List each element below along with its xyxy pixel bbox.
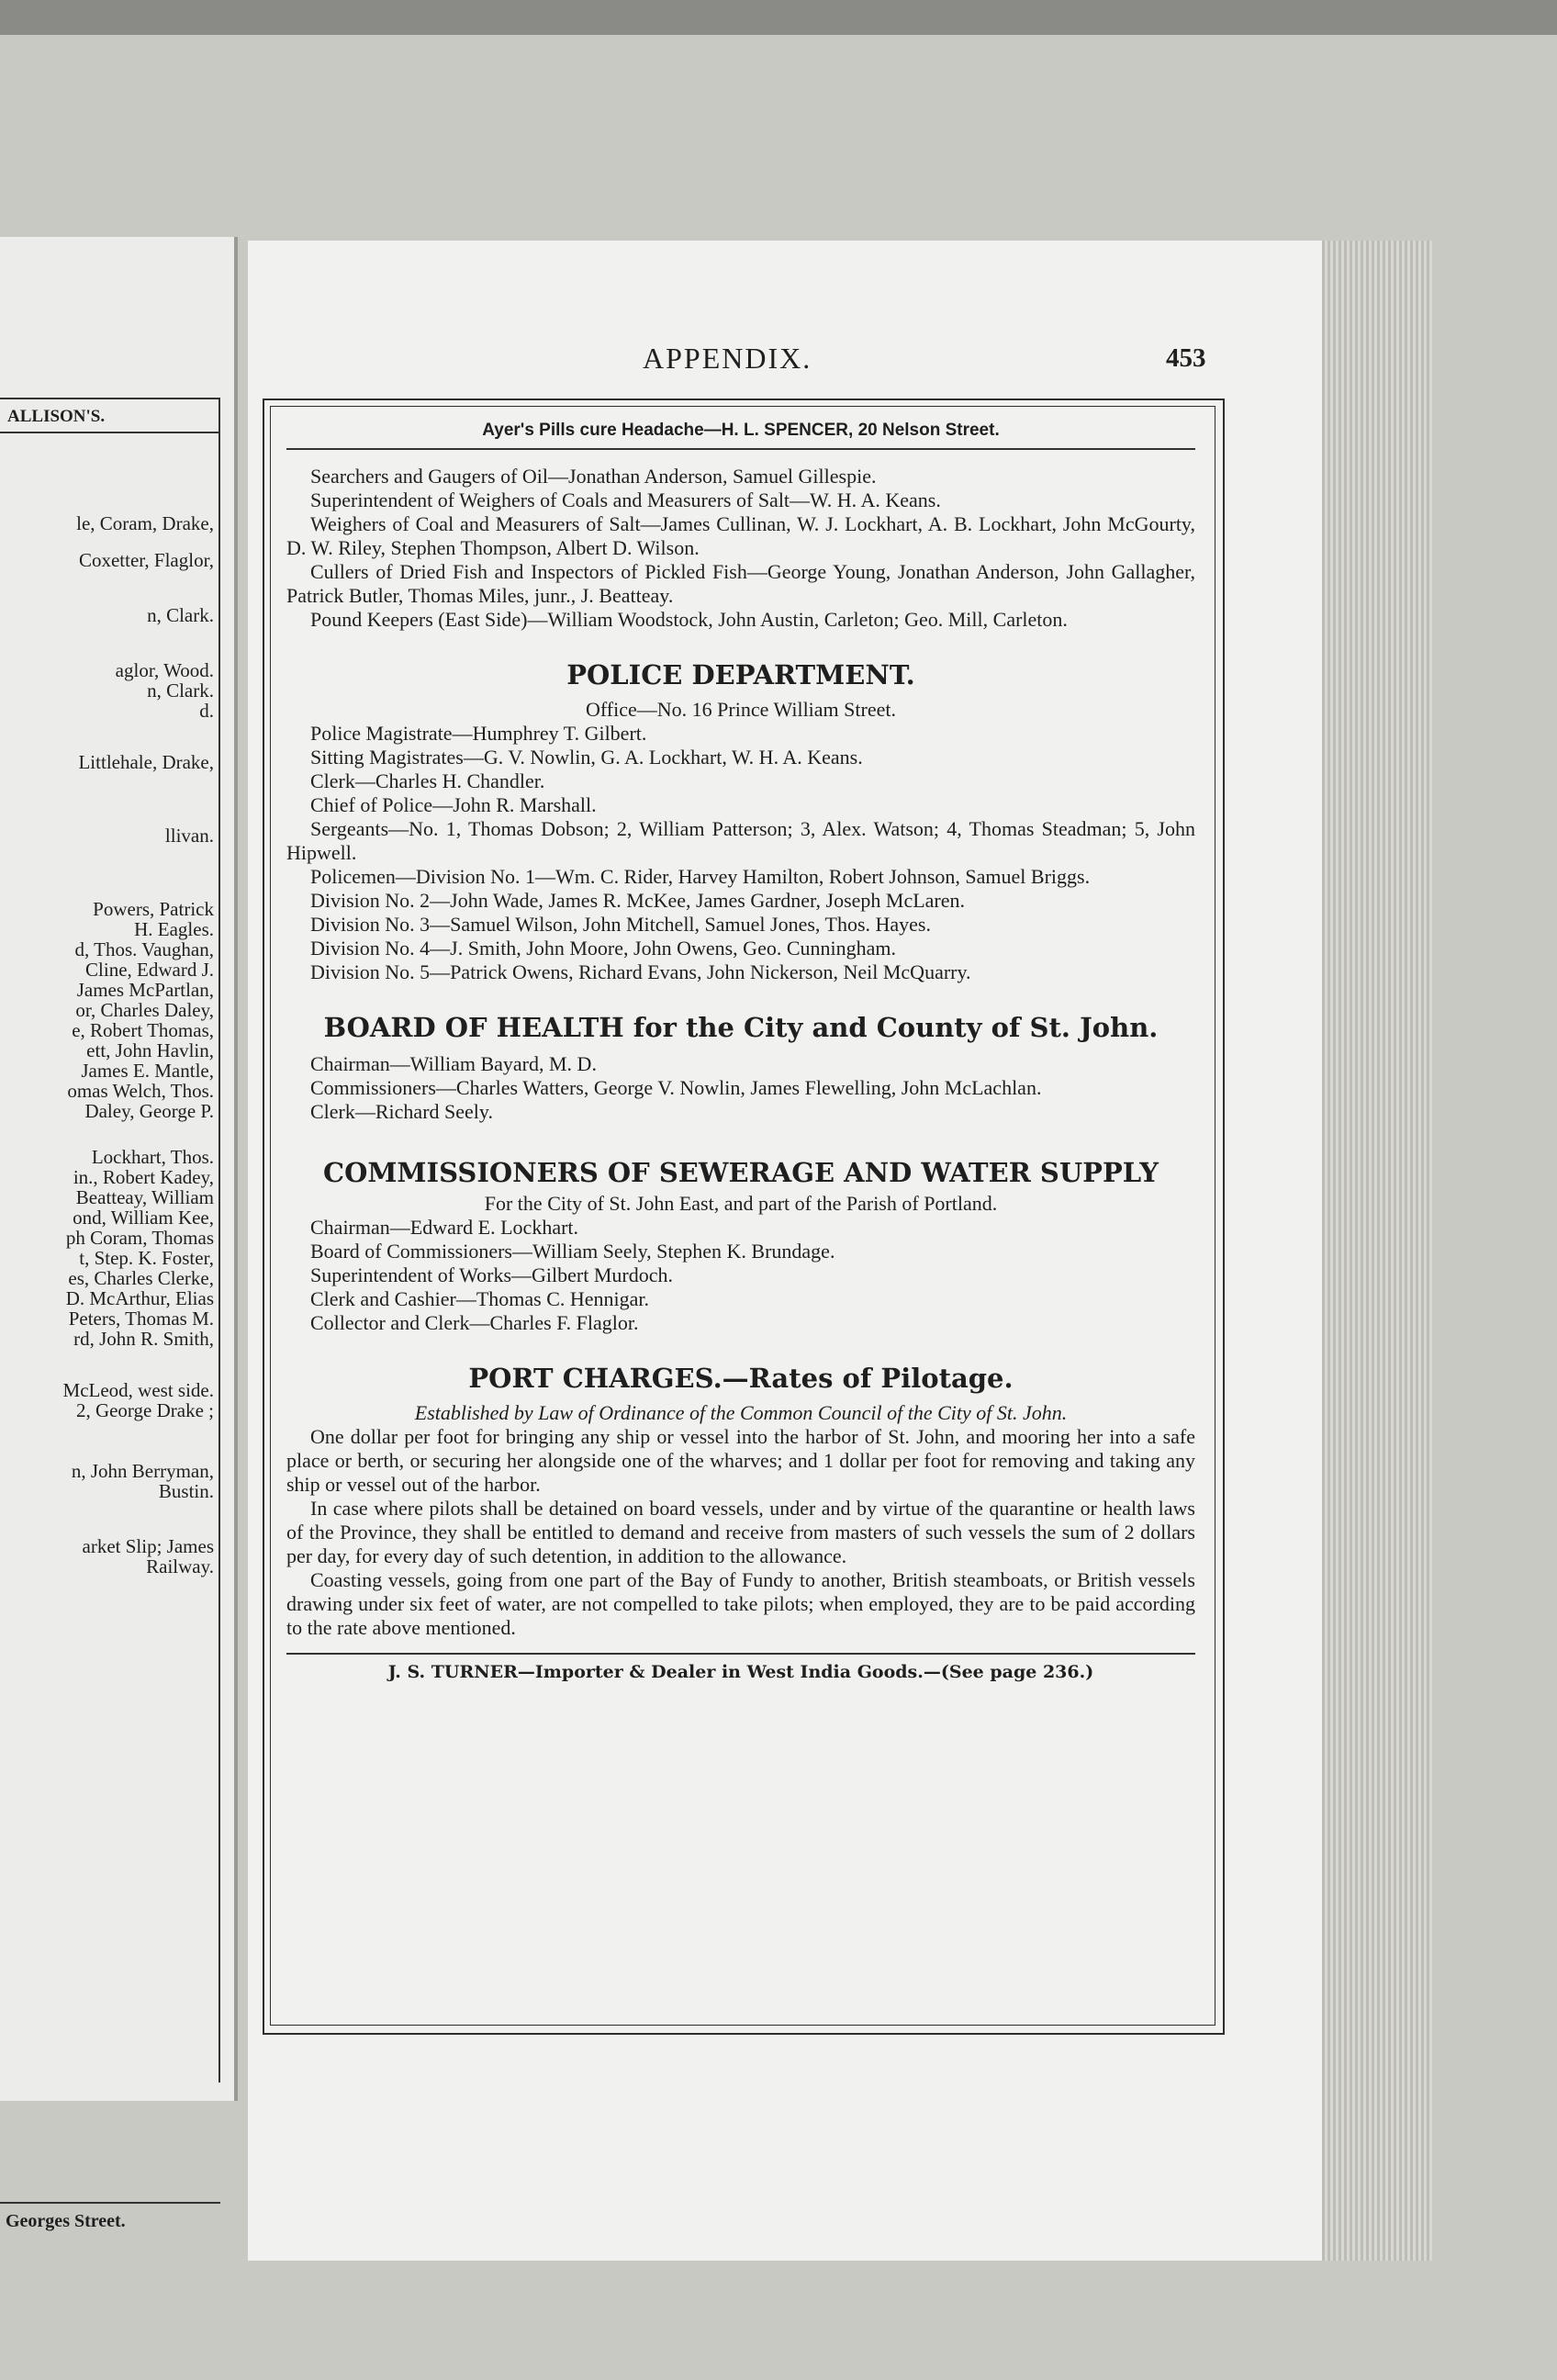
police-entry: Policemen—Division No. 1—Wm. C. Rider, Harvey Hamilton, Robert Johnson, Samuel Briggs. xyxy=(310,865,1091,888)
intro-section xyxy=(286,465,1195,632)
police-office: Office—No. 16 Prince William Street. xyxy=(585,698,896,721)
port-paragraph: One dollar per foot for bringing any ship or vessel into the harbor of St. John, and mooring her into a safe place or berth, or securing her alongside one of the wharves; and 1 dollar per foot for removing and taking any ship or vessel out of the harbor. xyxy=(286,1425,1195,1496)
top-advertisement: Ayer's Pills cure Headache—H. L. SPENCER, 20 Nelson Street. xyxy=(482,421,1000,440)
left-page-line: 2, George Drake ; xyxy=(75,1399,214,1421)
left-page-line: ph Coram, Thomas xyxy=(65,1227,214,1249)
left-page-line: ett, John Havlin, xyxy=(86,1039,214,1061)
left-page-line: n, Clark. xyxy=(147,604,214,626)
page-number: 453 xyxy=(1166,343,1206,373)
left-page-line: t, Step. K. Foster, xyxy=(79,1247,214,1269)
sewerage-entry: Board of Commissioners—William Seely, Stephen K. Brundage. xyxy=(310,1240,835,1263)
scan-background xyxy=(0,0,1557,35)
left-page-line: es, Charles Clerke, xyxy=(68,1267,214,1289)
left-page-line: e, Robert Thomas, xyxy=(72,1019,214,1041)
health-section xyxy=(286,1052,1195,1124)
left-page-line: Coxetter, Flaglor, xyxy=(78,549,214,571)
left-page-line: Cline, Edward J. xyxy=(85,959,214,981)
left-page-line: le, Coram, Drake, xyxy=(76,512,214,534)
police-entry: Sergeants—No. 1, Thomas Dobson; 2, William Patterson; 3, Alex. Watson; 4, Thomas Steadman; 5, John Hipwell. xyxy=(286,817,1195,864)
health-entry: Chairman—William Bayard, M. D. xyxy=(310,1052,597,1075)
left-page-line: D. McArthur, Elias xyxy=(65,1287,214,1309)
left-page-line: llivan. xyxy=(164,825,214,847)
left-page-line: or, Charles Daley, xyxy=(75,999,214,1021)
sewerage-title: COMMISSIONERS OF SEWERAGE AND WATER SUPPLY xyxy=(322,1157,1159,1188)
left-page-line: n, Clark. xyxy=(147,679,214,702)
left-page-line: James McPartlan, xyxy=(76,979,214,1001)
left-page-line: arket Slip; James xyxy=(82,1535,214,1557)
left-page-line: rd, John R. Smith, xyxy=(73,1328,214,1350)
left-page-top-rule xyxy=(0,398,220,399)
police-entry: Division No. 4—J. Smith, John Moore, John Owens, Geo. Cunningham. xyxy=(310,937,896,960)
intro-paragraph: Cullers of Dried Fish and Inspectors of Pickled Fish—George Young, Jonathan Anderson, John Gallagher, Patrick Butler, Thomas Miles, junr., J. Beatteay. xyxy=(286,560,1195,607)
sewerage-entry: Superintendent of Works—Gilbert Murdoch. xyxy=(310,1263,673,1286)
police-entry: Division No. 3—Samuel Wilson, John Mitchell, Samuel Jones, Thos. Hayes. xyxy=(310,913,931,936)
left-page-line: Daley, George P. xyxy=(84,1100,214,1122)
left-page-line: n, John Berryman, xyxy=(71,1460,214,1482)
police-entry: Police Magistrate—Humphrey T. Gilbert. xyxy=(310,722,647,745)
port-paragraph: In case where pilots shall be detained on board vessels, under and by virtue of the quarantine or health laws of the Province, they shall be entitled to demand and receive from masters of such vessels the sum of 2 dollars per day, for every day of such detention, in addition to the allowance. xyxy=(286,1497,1195,1567)
main-page xyxy=(248,241,1322,2261)
intro-paragraph: Weighers of Coal and Measurers of Salt—James Cullinan, W. J. Lockhart, A. B. Lockhart, John McGourty, D. W. Riley, Stephen Thompson, Albert D. Wilson. xyxy=(286,512,1195,559)
running-head: APPENDIX. xyxy=(643,342,812,375)
left-page-line: d. xyxy=(199,700,214,722)
police-entry: Division No. 5—Patrick Owens, Richard Evans, John Nickerson, Neil McQuarry. xyxy=(310,960,971,983)
left-page-line: Littlehale, Drake, xyxy=(78,751,214,773)
left-page-line: James E. Mantle, xyxy=(81,1060,214,1082)
left-page-line: Lockhart, Thos. xyxy=(91,1146,214,1168)
left-page-line: Peters, Thomas M. xyxy=(68,1308,214,1330)
left-page-line: ond, William Kee, xyxy=(73,1207,214,1229)
left-page-line: Beatteay, William xyxy=(75,1186,214,1208)
left-page-line: Railway. xyxy=(146,1555,214,1577)
top-ad-rule xyxy=(286,448,1195,450)
left-page-line: d, Thos. Vaughan, xyxy=(74,938,214,960)
left-page-line: H. Eagles. xyxy=(134,918,214,940)
port-title: PORT CHARGES.—Rates of Pilotage. xyxy=(468,1363,1014,1394)
left-page-line: Powers, Patrick xyxy=(93,898,214,920)
police-section xyxy=(286,722,1195,984)
health-entry: Clerk—Richard Seely. xyxy=(310,1100,493,1123)
left-page-footer: Georges Street. xyxy=(6,2211,126,2231)
sewerage-section xyxy=(286,1216,1195,1335)
left-page-header-rule xyxy=(0,432,220,433)
sewerage-subtitle: For the City of St. John East, and part of the Parish of Portland. xyxy=(484,1192,998,1215)
left-page-line: McLeod, west side. xyxy=(62,1379,214,1401)
police-entry: Sitting Magistrates—G. V. Nowlin, G. A. Lockhart, W. H. A. Keans. xyxy=(310,746,863,769)
intro-paragraph: Superintendent of Weighers of Coals and Measurers of Salt—W. H. A. Keans. xyxy=(310,488,941,511)
intro-paragraph: Pound Keepers (East Side)—William Woodstock, John Austin, Carleton; Geo. Mill, Carleton. xyxy=(310,608,1068,631)
left-page-line: omas Welch, Thos. xyxy=(67,1080,214,1102)
bottom-ad-rule xyxy=(286,1653,1195,1655)
health-title: BOARD OF HEALTH for the City and County of St. John. xyxy=(323,1012,1159,1043)
port-subtitle: Established by Law of Ordinance of the Common Council of the City of St. John. xyxy=(414,1401,1068,1424)
police-entry: Clerk—Charles H. Chandler. xyxy=(310,769,545,792)
left-page-column-rule xyxy=(218,398,220,2082)
left-page-footer-rule xyxy=(0,2202,220,2204)
health-entry: Commissioners—Charles Watters, George V. Nowlin, James Flewelling, John McLachlan. xyxy=(310,1076,1042,1099)
left-page-line: in., Robert Kadey, xyxy=(73,1166,214,1188)
page-text-block xyxy=(286,415,1195,1682)
sewerage-entry: Clerk and Cashier—Thomas C. Hennigar. xyxy=(310,1287,650,1310)
intro-paragraph: Searchers and Gaugers of Oil—Jonathan Anderson, Samuel Gillespie. xyxy=(310,465,877,488)
book-page-edges xyxy=(1322,241,1432,2261)
police-entry: Chief of Police—John R. Marshall. xyxy=(310,793,597,816)
left-page-header: ALLISON'S. xyxy=(7,407,106,426)
left-page-line: aglor, Wood. xyxy=(115,659,214,681)
sewerage-entry: Chairman—Edward E. Lockhart. xyxy=(310,1216,579,1239)
left-facing-page xyxy=(0,237,238,2231)
port-section xyxy=(286,1425,1195,1640)
police-entry: Division No. 2—John Wade, James R. McKee, James Gardner, Joseph McLaren. xyxy=(310,889,966,912)
sewerage-entry: Collector and Clerk—Charles F. Flaglor. xyxy=(310,1311,639,1334)
bottom-advertisement: J. S. TURNER—Importer & Dealer in West India Goods.—(See page 236.) xyxy=(387,1662,1094,1682)
left-page-line: Bustin. xyxy=(158,1480,214,1502)
police-title: POLICE DEPARTMENT. xyxy=(566,659,915,690)
port-paragraph: Coasting vessels, going from one part of the Bay of Fundy to another, British steamboats, or British vessels drawing under six feet of water, are not compelled to take pilots; when employed, they are to be paid according to the rate above mentioned. xyxy=(286,1568,1195,1639)
